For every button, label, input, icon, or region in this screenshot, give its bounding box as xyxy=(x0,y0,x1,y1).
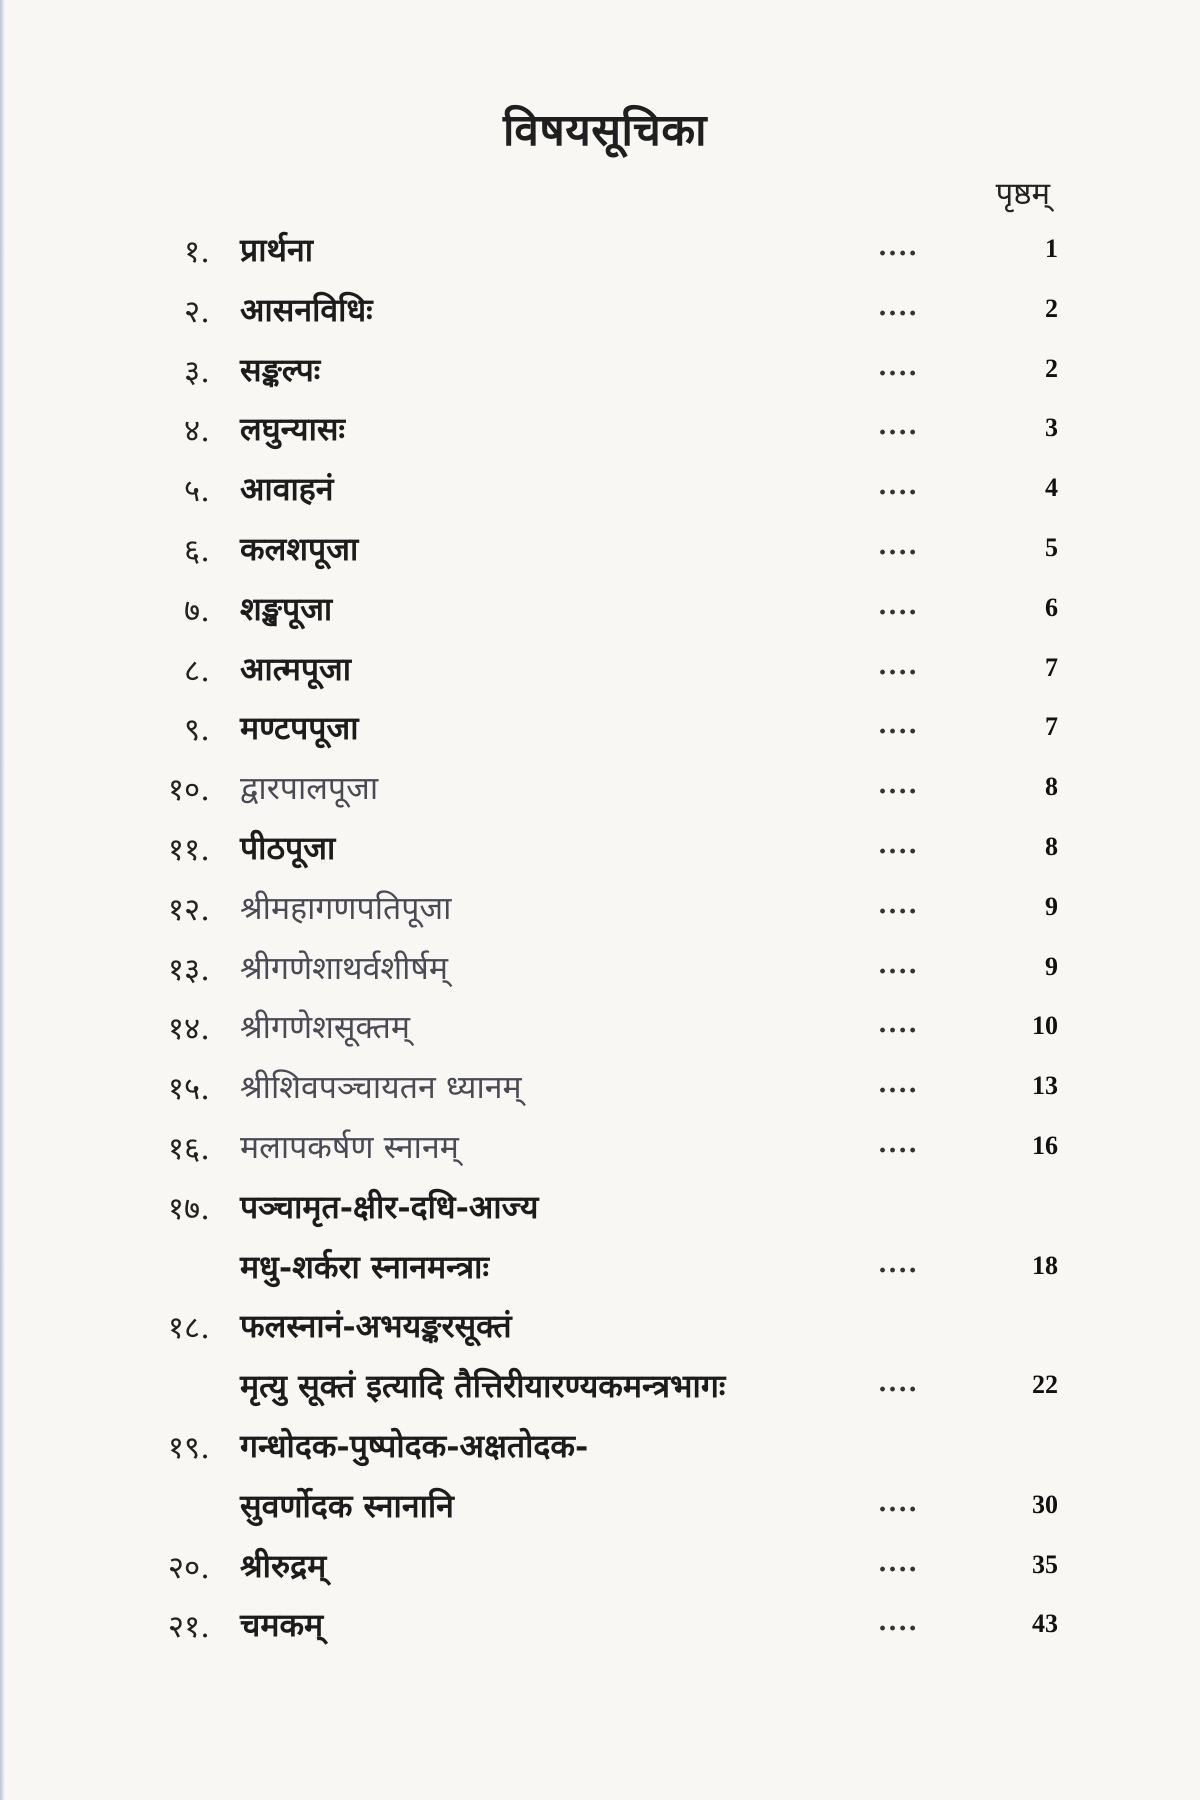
toc-entry-title: मृत्यु सूक्तं इत्यादि तैत्तिरीयारण्यकमन्त्रभागः xyxy=(240,1367,726,1406)
toc-entry-title: लघुन्यासः xyxy=(240,410,345,449)
toc-line xyxy=(0,1478,1200,1538)
page-title: विषयसूचिका xyxy=(502,105,708,156)
toc-entry-title: द्वारपालपूजा xyxy=(240,769,379,808)
toc-page-number: 8 xyxy=(1045,772,1058,802)
toc-entry xyxy=(0,401,1200,461)
toc-page-number: 7 xyxy=(1045,652,1058,682)
toc-entry-number: १२. xyxy=(167,891,210,928)
toc-entry-number: २०. xyxy=(167,1549,210,1586)
toc-entry-number: ९. xyxy=(184,712,210,749)
toc-page-number: 2 xyxy=(1045,293,1058,323)
dot-leader: .... xyxy=(878,590,919,621)
toc-entry-title: आत्मपूजा xyxy=(240,649,352,688)
toc-entry-number: ८. xyxy=(184,652,210,689)
toc-line xyxy=(0,1239,1200,1299)
toc-entry-title: पीठपूजा xyxy=(240,828,336,867)
toc-page-number: 5 xyxy=(1045,532,1058,562)
toc-line xyxy=(0,700,1200,760)
toc-entry-title: प्रार्थना xyxy=(240,231,313,269)
toc-page-number: 3 xyxy=(1045,413,1058,443)
dot-leader: .... xyxy=(878,770,919,801)
toc-entry-number: २१. xyxy=(167,1609,210,1646)
toc-entry xyxy=(0,880,1200,940)
toc-page-number: 9 xyxy=(1045,951,1058,981)
toc-entry-title: कलशपूजा xyxy=(240,529,359,568)
toc-page-number: 7 xyxy=(1045,712,1058,742)
toc-entry-title: आसनविधिः xyxy=(240,290,373,329)
toc-entry xyxy=(0,342,1200,402)
toc-entry-title: पञ्चामृत-क्षीर-दधि-आज्य xyxy=(240,1187,539,1226)
dot-leader: .... xyxy=(878,710,919,741)
toc-line xyxy=(0,820,1200,880)
toc-line xyxy=(0,1119,1200,1179)
toc-line xyxy=(0,940,1200,1000)
toc-entry-title: आवाहनं xyxy=(240,470,334,509)
toc-line xyxy=(0,342,1200,402)
dot-leader: .... xyxy=(878,949,919,980)
toc-entry-number: १७. xyxy=(167,1190,210,1227)
table-of-contents xyxy=(0,222,1200,1657)
toc-line xyxy=(0,222,1200,282)
dot-leader: .... xyxy=(878,530,919,561)
toc-page-number: 2 xyxy=(1045,353,1058,383)
dot-leader: .... xyxy=(878,889,919,920)
toc-entry-number: ३. xyxy=(184,353,210,390)
toc-entry-number: ५. xyxy=(184,473,210,510)
toc-entry-title: शङ्खपूजा xyxy=(240,589,333,628)
toc-entry xyxy=(0,1538,1200,1598)
toc-line xyxy=(0,999,1200,1059)
toc-page-number: 22 xyxy=(1032,1370,1058,1400)
toc-entry-number: ११. xyxy=(167,831,210,868)
dot-leader: .... xyxy=(878,232,919,262)
toc-entry-number: १६. xyxy=(167,1130,210,1167)
dot-leader: .... xyxy=(878,411,919,442)
dot-leader: .... xyxy=(878,471,919,502)
page-column-header: पृष्ठम् xyxy=(995,176,1050,212)
toc-page-number: 30 xyxy=(1032,1489,1058,1519)
toc-page-number: 10 xyxy=(1032,1011,1058,1041)
toc-entry xyxy=(0,461,1200,521)
toc-line xyxy=(0,1358,1200,1418)
toc-entry-title: श्रीमहागणपतिपूजा xyxy=(240,888,452,927)
toc-page-number: 18 xyxy=(1032,1250,1058,1280)
toc-entry-title: श्रीरुद्रम् xyxy=(240,1546,327,1585)
toc-entry-title: मधु-शर्करा स्नानमन्त्राः xyxy=(240,1247,489,1286)
toc-entry-number: १३. xyxy=(167,951,210,988)
toc-page-number: 9 xyxy=(1045,891,1058,921)
dot-leader: .... xyxy=(878,1547,919,1578)
dot-leader: .... xyxy=(878,829,919,860)
toc-entry-number: १०. xyxy=(167,772,210,809)
dot-leader: .... xyxy=(878,1128,919,1159)
dot-leader: .... xyxy=(878,1069,919,1100)
toc-entry-title: सङ्कल्पः xyxy=(240,350,321,389)
toc-entry-title: मलापकर्षण स्नानम् xyxy=(240,1127,459,1166)
toc-entry-title: गन्धोदक-पुष्पोदक-अक्षतोदक- xyxy=(240,1426,589,1465)
toc-entry-title: चमकम् xyxy=(240,1606,324,1645)
toc-entry xyxy=(0,222,1200,282)
toc-entry xyxy=(0,940,1200,1000)
toc-page-number: 16 xyxy=(1032,1130,1058,1160)
toc-entry-number: ६. xyxy=(184,532,210,569)
toc-line xyxy=(0,282,1200,342)
toc-line xyxy=(0,880,1200,940)
toc-line xyxy=(0,760,1200,820)
dot-leader: .... xyxy=(878,1607,919,1638)
toc-entry xyxy=(0,1418,1200,1538)
toc-page-number: 35 xyxy=(1032,1549,1058,1579)
dot-leader: .... xyxy=(878,1368,919,1399)
toc-entry-title: फलस्नानं-अभयङ्करसूक्तं xyxy=(240,1307,512,1346)
toc-entry-title: श्रीशिवपञ्चायतन ध्यानम् xyxy=(240,1068,522,1107)
toc-line xyxy=(0,581,1200,641)
toc-page-number: 4 xyxy=(1045,473,1058,503)
toc-entry xyxy=(0,1597,1200,1657)
toc-entry-title: श्रीगणेशाथर्वशीर्षम् xyxy=(240,948,449,987)
toc-entry xyxy=(0,760,1200,820)
toc-entry xyxy=(0,1298,1200,1418)
toc-entry xyxy=(0,641,1200,701)
toc-entry-number: १४. xyxy=(167,1011,210,1048)
toc-line xyxy=(0,1538,1200,1598)
dot-leader: .... xyxy=(878,351,919,382)
toc-entry xyxy=(0,521,1200,581)
toc-page-number: 43 xyxy=(1032,1609,1058,1639)
toc-entry-number: २. xyxy=(184,293,210,330)
toc-page-number: 6 xyxy=(1045,592,1058,622)
toc-entry xyxy=(0,1059,1200,1119)
toc-entry-number: १५. xyxy=(167,1071,210,1108)
dot-leader: .... xyxy=(878,291,919,322)
toc-entry-number: ४. xyxy=(184,413,210,450)
toc-entry-title: सुवर्णोदक स्नानानि xyxy=(240,1486,454,1525)
toc-line xyxy=(0,521,1200,581)
toc-line xyxy=(0,1298,1200,1358)
toc-page-number: 13 xyxy=(1032,1071,1058,1101)
toc-entry-number: १. xyxy=(184,234,210,270)
toc-entry-number: १९. xyxy=(167,1429,210,1466)
toc-entry xyxy=(0,581,1200,641)
toc-line xyxy=(0,1059,1200,1119)
toc-entry-number: १८. xyxy=(167,1310,210,1347)
toc-entry-number: ७. xyxy=(184,592,210,629)
toc-line xyxy=(0,1179,1200,1239)
toc-page-number: 8 xyxy=(1045,831,1058,861)
toc-entry xyxy=(0,282,1200,342)
dot-leader: .... xyxy=(878,650,919,681)
toc-line xyxy=(0,1597,1200,1657)
toc-entry xyxy=(0,700,1200,760)
toc-entry-title: श्रीगणेशसूक्तम् xyxy=(240,1008,411,1047)
toc-entry xyxy=(0,1119,1200,1179)
toc-entry-title: मण्टपपूजा xyxy=(240,709,359,748)
toc-entry xyxy=(0,820,1200,880)
dot-leader: .... xyxy=(878,1248,919,1279)
toc-line xyxy=(0,401,1200,461)
toc-page-number: 1 xyxy=(1045,234,1058,263)
toc-entry xyxy=(0,999,1200,1059)
dot-leader: .... xyxy=(878,1487,919,1518)
toc-line xyxy=(0,641,1200,701)
toc-entry xyxy=(0,1179,1200,1299)
toc-line xyxy=(0,461,1200,521)
toc-line xyxy=(0,1418,1200,1478)
dot-leader: .... xyxy=(878,1009,919,1040)
